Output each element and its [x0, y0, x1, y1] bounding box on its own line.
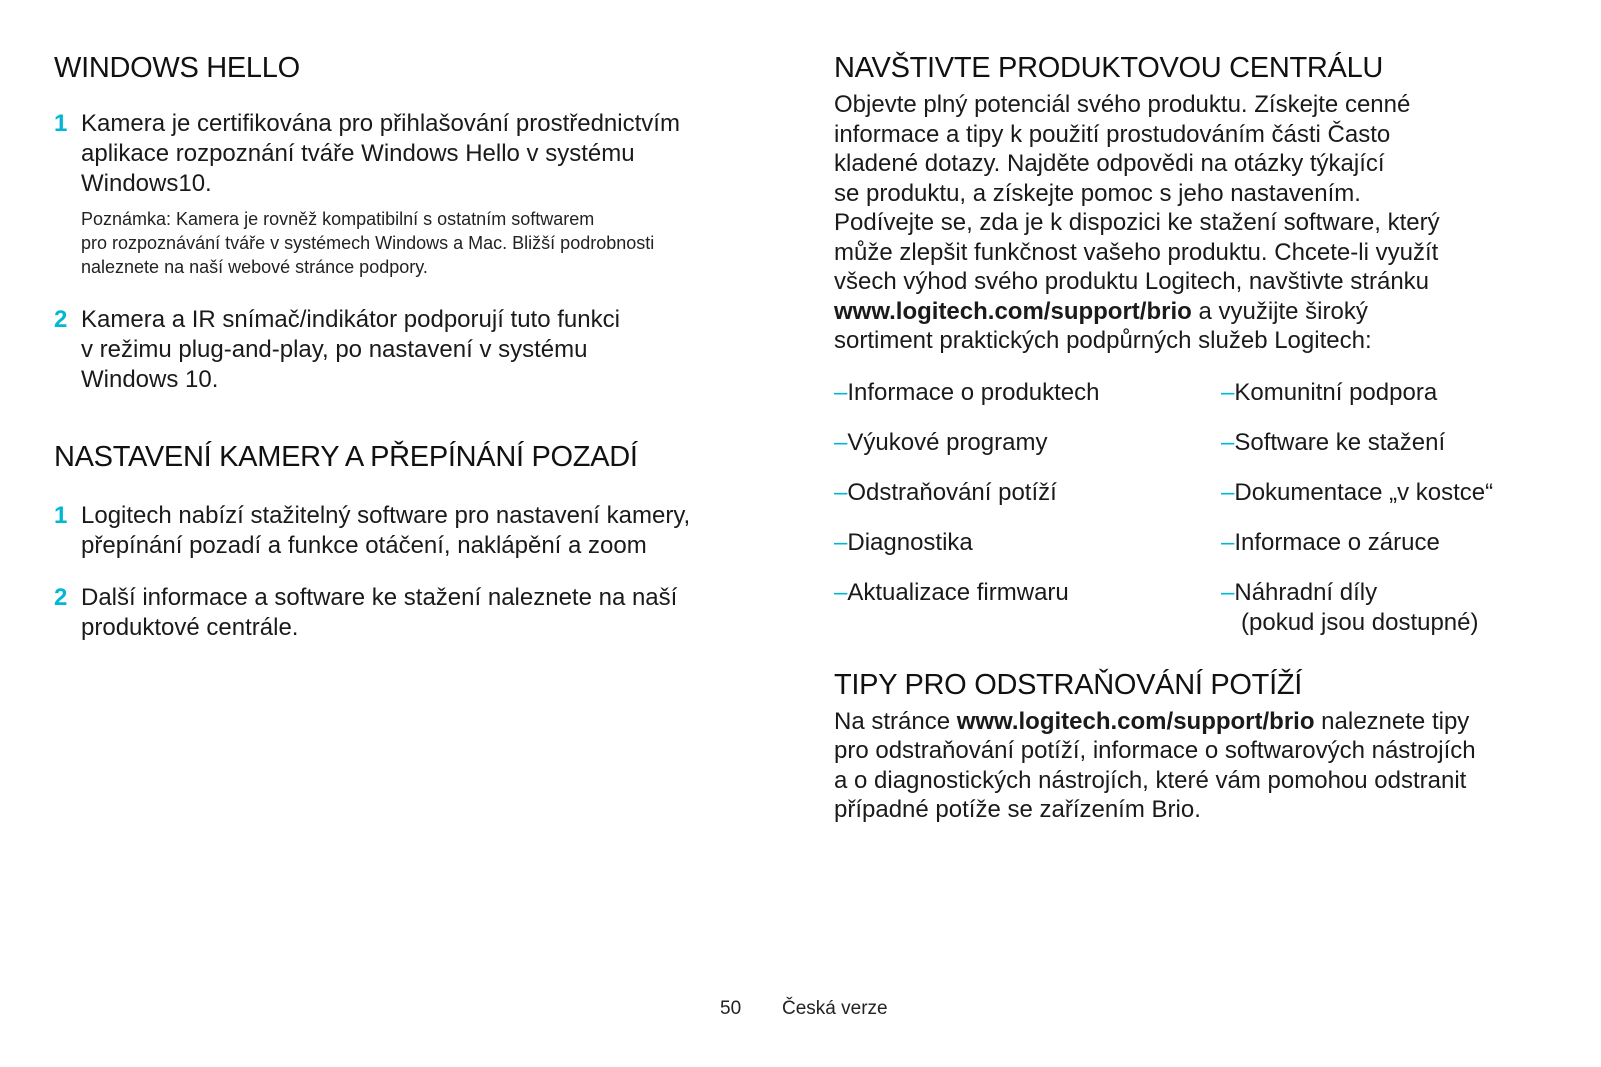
- camera-setup-heading: NASTAVENÍ KAMERY A PŘEPÍNÁNÍ POZADÍ: [54, 441, 638, 473]
- windows-hello-heading: WINDOWS HELLO: [54, 52, 300, 84]
- windows-hello-item-2: [54, 305, 754, 395]
- left-column: [54, 48, 754, 643]
- list-item-sublabel: (pokud jsou dostupné): [1241, 608, 1479, 636]
- list-item: [834, 428, 1100, 478]
- paragraph-line: Objevte plný potenciál svého produktu. Získejte cenné: [834, 91, 1411, 118]
- list-item-label: Diagnostika: [847, 528, 973, 556]
- page-number: 50: [720, 998, 742, 1019]
- paragraph-line: případné potíže se zařízením Brio.: [834, 796, 1201, 823]
- paragraph-line: a o diagnostických nástrojích, které vám pomohou odstranit: [834, 766, 1467, 794]
- list-item-label: Dokumentace „v kostce“: [1234, 478, 1494, 506]
- windows-hello-item-1: [54, 109, 754, 279]
- paragraph-line: informace a tipy k použití prostudováním části Často: [834, 120, 1391, 148]
- troubleshooting-paragraph: [834, 707, 1564, 825]
- item-text-line: Kamera je certifikována pro přihlašování prostřednictvím: [81, 110, 680, 137]
- note-line: Poznámka: Kamera je rovněž kompatibilní s ostatním softwarem: [81, 209, 595, 229]
- camera-setup-item-1: [54, 501, 754, 561]
- paragraph-text: naleznete tipy: [1314, 707, 1470, 735]
- dash-bullet: –: [1221, 578, 1235, 606]
- item-number: 1: [54, 502, 68, 529]
- paragraph-line: Podívejte se, zda je k dispozici ke stažení software, který: [834, 209, 1440, 236]
- note: [81, 207, 754, 279]
- note-line: pro rozpoznávání tváře v systémech Windows a Mac. Bližší podrobnosti: [81, 233, 655, 253]
- item-text-line: aplikace rozpoznání tváře Windows Hello v systému: [81, 140, 635, 167]
- list-item: [1221, 428, 1493, 478]
- dash-bullet: –: [834, 578, 848, 606]
- support-link[interactable]: www.logitech.com/support/brio: [956, 707, 1315, 735]
- dash-bullet: –: [834, 528, 848, 556]
- list-item: [1221, 578, 1493, 638]
- list-item: [1221, 478, 1493, 528]
- item-text-line: produktové centrále.: [81, 614, 299, 641]
- services-list: [834, 378, 1564, 636]
- dash-bullet: –: [1221, 528, 1235, 556]
- list-item: [834, 478, 1100, 528]
- item-text-line: Kamera a IR snímač/indikátor podporují tuto funkci: [81, 306, 620, 333]
- list-item: [1221, 528, 1493, 578]
- paragraph-line: může zlepšit funkčnost vašeho produktu. Chcete-li využít: [834, 238, 1439, 266]
- dash-bullet: –: [834, 428, 848, 456]
- item-text-line: Další informace a software ke stažení naleznete na naší: [81, 584, 678, 611]
- paragraph-line: kladené dotazy. Najděte odpovědi na otázky týkající: [834, 150, 1385, 177]
- troubleshooting-heading: TIPY PRO ODSTRAŇOVÁNÍ POTÍŽÍ: [834, 668, 1303, 701]
- list-item-label: Odstraňování potíží: [847, 478, 1057, 506]
- list-item: [834, 578, 1100, 628]
- right-column: [834, 48, 1564, 825]
- paragraph-line: [834, 297, 1564, 327]
- dash-bullet: –: [834, 478, 848, 506]
- support-link[interactable]: www.logitech.com/support/brio: [834, 297, 1192, 325]
- paragraph-line: všech výhod svého produktu Logitech, navštivte stránku: [834, 268, 1430, 295]
- list-item: [834, 378, 1100, 428]
- item-text-line: Logitech nabízí stažitelný software pro nastavení kamery,: [81, 502, 691, 529]
- list-item: [834, 528, 1100, 578]
- list-item-label: Komunitní podpora: [1234, 378, 1438, 406]
- note-line: naleznete na naší webové stránce podpory.: [81, 257, 428, 277]
- list-item-label: Informace o záruce: [1234, 528, 1440, 556]
- list-item: [1221, 378, 1493, 428]
- dash-bullet: –: [834, 378, 848, 406]
- paragraph-line: [834, 707, 1564, 737]
- list-item-label: Software ke stažení: [1234, 428, 1446, 456]
- paragraph-text: a využijte široký: [1191, 297, 1368, 325]
- paragraph-line: se produktu, a získejte pomoc s jeho nastavením.: [834, 179, 1361, 207]
- dash-bullet: –: [1221, 478, 1235, 506]
- services-list-left: [834, 378, 1100, 628]
- list-item-label: Aktualizace firmwaru: [847, 578, 1069, 606]
- item-text-line: Windows 10.: [81, 366, 219, 393]
- item-text-line: Windows10.: [81, 170, 212, 197]
- services-list-right: [1221, 378, 1493, 638]
- camera-setup-item-2: [54, 583, 754, 643]
- list-item-label: Výukové programy: [847, 428, 1048, 456]
- paragraph-text: Na stránce: [834, 707, 957, 735]
- list-item-label: Náhradní díly: [1234, 578, 1378, 606]
- item-text-line: přepínání pozadí a funkce otáčení, naklápění a zoom: [81, 532, 647, 559]
- product-central-paragraph: [834, 90, 1564, 356]
- item-number: 2: [54, 584, 68, 611]
- dash-bullet: –: [1221, 428, 1235, 456]
- item-text-line: v režimu plug-and-play, po nastavení v systému: [81, 336, 588, 363]
- item-number: 2: [54, 306, 68, 333]
- list-item-label: Informace o produktech: [847, 378, 1100, 406]
- item-number: 1: [54, 110, 68, 137]
- dash-bullet: –: [1221, 378, 1235, 406]
- language-label: Česká verze: [782, 998, 888, 1019]
- paragraph-line: sortiment praktických podpůrných služeb Logitech:: [834, 327, 1372, 354]
- paragraph-line: pro odstraňování potíží, informace o softwarových nástrojích: [834, 737, 1476, 764]
- product-central-heading: NAVŠTIVTE PRODUKTOVOU CENTRÁLU: [834, 52, 1384, 84]
